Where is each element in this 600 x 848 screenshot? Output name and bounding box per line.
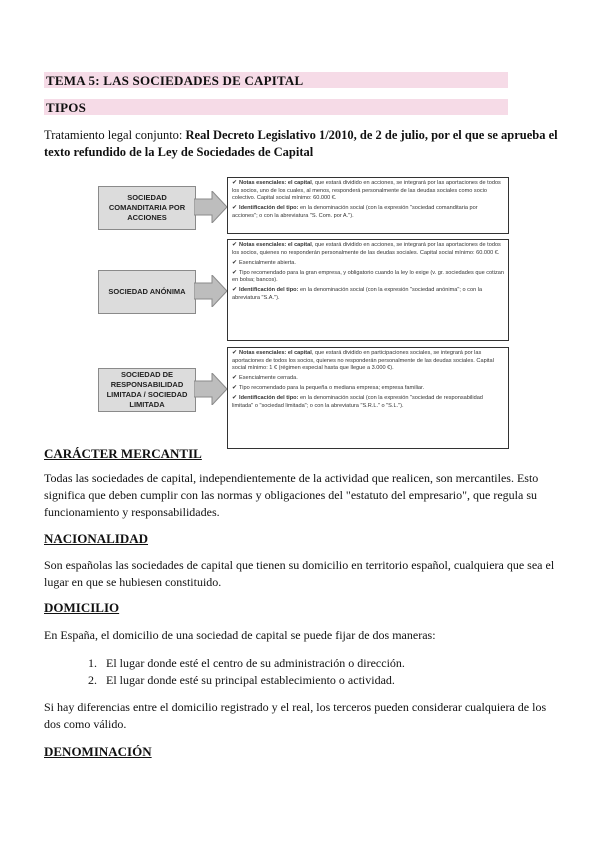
nacionalidad-paragraph: Son españolas las sociedades de capital que tienen su domicilio en territorio español, cualquiera que sea el lugar en que se hubiesen constituido. [44,558,555,589]
check-icon: ✔ [232,375,238,382]
item-text: Esencialmente cerrada. [239,375,298,382]
check-icon: ✔ [232,242,238,248]
item-key: Notas esenciales: el capital [239,350,312,356]
domicilio-paragraph: En España, el domicilio de una sociedad de capital se puede fijar de dos maneras: [44,628,436,642]
page-title: TEMA 5: LAS SOCIEDADES DE CAPITAL [46,73,304,88]
panel-item [232,375,504,383]
diagram-panel-srl [227,347,509,449]
intro-law: Real Decreto Legislativo 1/2010, de 2 de julio, por el que se aprueba el texto refundido de la Ley de Sociedades de Capital [44,128,558,159]
panel-item [232,205,504,220]
panel-item [232,287,504,302]
tipos-highlight [44,99,508,115]
item-text: , que estará dividido en participaciones sociales, se integrará por las aportaciones de todos los socios, quienes no responderán personalmente de las deudas sociales. Capital social mínimo: 1 € (régimen especial hasta que llegue a 3.000 €). [232,350,494,372]
panel-item [232,350,504,373]
diagram-box-srl [98,368,196,412]
list-number: 2. [88,673,97,687]
diagram-panel-sa [227,239,509,341]
item-text: Tipo recomendado para la pequeña o mediana empresa; empresa familiar. [239,385,425,392]
item-text: Esencialmente abierta. [239,259,296,266]
check-icon: ✔ [232,180,238,186]
item-text: , que estará dividido en acciones, se integrará por las aportaciones de todos los socios, quienes no responderán personalmente de las deudas sociales. Capital social mínimo: 60.000 €. [232,242,501,256]
panel-item [232,180,504,203]
check-icon: ✔ [232,350,238,356]
list-item [88,656,405,671]
item-key: Notas esenciales: el capital [239,242,312,248]
list-number: 1. [88,656,97,670]
item-text: en la denominación social (con la expresión "sociedad comanditaria por acciones"; o con la abreviatura "S. Com. por A."). [232,205,478,219]
list-text: El lugar donde esté el centro de su administración o dirección. [106,656,405,670]
intro-paragraph [44,127,564,161]
panel-item [232,385,504,393]
arrow-right-icon [194,191,228,223]
arrow-right-icon [194,275,228,307]
check-icon: ✔ [232,259,238,266]
diagram-box-label: SOCIEDAD DE RESPONSABILIDAD LIMITADA / SOCIEDAD LIMITADA [106,370,188,409]
list-item [88,673,395,688]
panel-item [232,395,504,410]
panel-item [232,270,504,285]
check-icon: ✔ [232,385,238,392]
diagram-box-sca [98,186,196,230]
item-key: Identificación del tipo: [239,395,299,402]
check-icon: ✔ [232,205,238,212]
item-text: en la denominación social (con la expresión "sociedad de responsabilidad limitada" o "sociedad limitada"; o con la abreviatura "S.R.L." o "S.L."). [232,395,483,410]
list-text: El lugar donde esté su principal establecimiento o actividad. [106,673,395,687]
domicilio-after-paragraph: Si hay diferencias entre el domicilio registrado y el real, los terceros pueden considerar cualquiera de los dos como válido. [44,700,547,731]
panel-item [232,260,504,268]
check-icon: ✔ [232,287,238,294]
check-icon: ✔ [232,395,238,402]
item-text: en la denominación social (con la expresión "sociedad anónima"; o con la abreviatura "S.A."). [232,287,483,302]
diagram-box-label: SOCIEDAD COMANDITARIA POR ACCIONES [108,193,186,222]
caracter-heading: CARÁCTER MERCANTIL [44,446,202,461]
item-key: Identificación del tipo: [239,205,299,212]
nacionalidad-heading: NACIONALIDAD [44,531,149,546]
tipos-heading: TIPOS [46,100,87,115]
diagram-panel-sca [227,177,509,234]
caracter-paragraph: Todas las sociedades de capital, independientemente de la actividad que realicen, son mercantiles. Esto significa que deben cumplir con las normas y obligaciones del "estatuto del empresario", que regula su funcionamiento y responsabilidades. [44,471,539,519]
intro-lead: Tratamiento legal conjunto: [44,128,186,142]
diagram-box-sa [98,270,196,314]
denominacion-heading: DENOMINACIÓN [44,744,152,759]
item-key: Identificación del tipo: [239,287,299,294]
item-text: , que estará dividido en acciones, se integrará por las aportaciones de todos los socios, uno de los cuales, al menos, responderá personalmente de las deudas sociales como socio colectivo. Capital social mínimo: 60.000 €. [232,180,501,202]
check-icon: ✔ [232,269,238,276]
item-key: Notas esenciales: el capital [239,180,312,186]
arrow-right-icon [194,373,228,405]
domicilio-heading: DOMICILIO [44,600,120,615]
diagram-box-label: SOCIEDAD ANÓNIMA [108,287,186,296]
item-text: Tipo recomendado para la gran empresa, y obligatorio cuando la ley lo exige (v. gr. sociedades que cotizan en bolsa; bancos). [232,269,504,284]
panel-item [232,242,504,257]
